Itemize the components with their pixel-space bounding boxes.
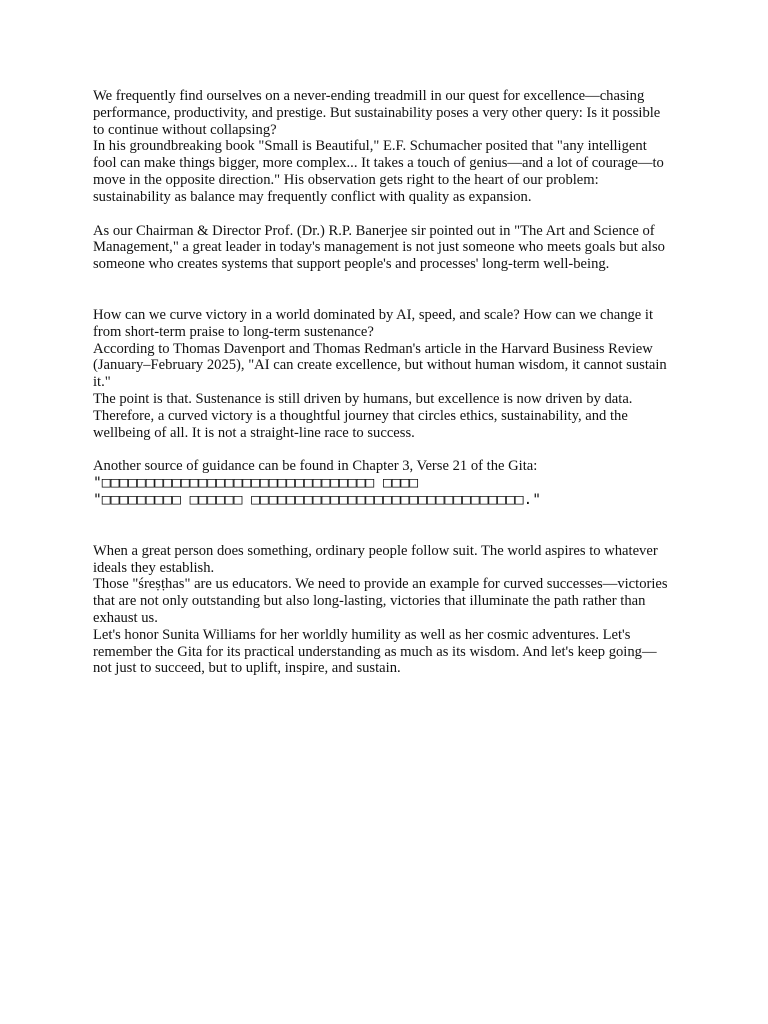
paragraph-gita-intro: Another source of guidance can be found in Chapter 3, Verse 21 of the Gita: [93,458,538,475]
paragraph-gap [93,509,673,543]
paragraph-educators: Those "śreṣṭhas" are us educators. We need to provide an example for curved successes—victories that are not only outstanding but also long-lasting, victories that illuminate the path rather than exhaust us. [93,576,668,626]
paragraph-sustenance: The point is that. Sustenance is still driven by humans, but excellence is now driven by data. Therefore, a curved victory is a thoughtful journey that circles ethics, sustainability, and the wellbeing of all. It is not a straight-line race to success. [93,390,633,441]
document-body [93,88,673,677]
paragraph-banerjee: As our Chairman & Director Prof. (Dr.) R.P. Banerjee sir pointed out in "The Art and Science of Management," a great leader in today's management is not just someone who meets goals but also someone who creates systems that support people's and processes' long-term well-being. [93,222,665,273]
ai-section [93,307,673,441]
paragraph-gap [93,273,673,307]
paragraph-great-person: When a great person does something, ordinary people follow suit. The world aspires to whatever ideals they establish. [93,542,658,576]
closing-section [93,543,673,677]
paragraph-hbr-quote: According to Thomas Davenport and Thomas Redman's article in the Harvard Business Review (January–February 2025), "AI can create excellence, but without human wisdom, it cannot sustain it." [93,340,667,391]
gita-verse-line-1: "□□□□□□□□□□□□□□□□□□□□□□□□□□□□□□□ □□□□ [93,474,419,492]
paragraph-gap [93,441,673,458]
paragraph-gap [93,206,673,223]
paragraph-sunita-williams: Let's honor Sunita Williams for her worldly humility as well as her cosmic adventures. Let's remember the Gita for its practical understanding as much as its wisdom. And let's keep going—not just to succeed, but to uplift, inspire, and sustain. [93,626,657,677]
gita-section [93,458,673,508]
banerjee-section [93,223,673,273]
intro-section [93,88,673,206]
paragraph-treadmill: We frequently find ourselves on a never-ending treadmill in our quest for excellence—chasing performance, productivity, and prestige. But sustainability poses a very other query: Is it possible to continue without collapsing? [93,88,661,138]
gita-verse-line-2: "□□□□□□□□□ □□□□□□ □□□□□□□□□□□□□□□□□□□□□□□□□□□□□□□." [93,490,542,508]
paragraph-curve-victory: How can we curve victory in a world dominated by AI, speed, and scale? How can we change it from short-term praise to long-term sustenance? [93,306,654,340]
paragraph-schumacher: In his groundbreaking book "Small is Beautiful," E.F. Schumacher posited that "any intelligent fool can make things bigger, more complex... It takes a touch of genius—and a lot of courage—to move in the opposite direction." His observation gets right to the heart of our problem: sustainability as balance may frequently conflict with quality as expansion. [93,138,664,205]
